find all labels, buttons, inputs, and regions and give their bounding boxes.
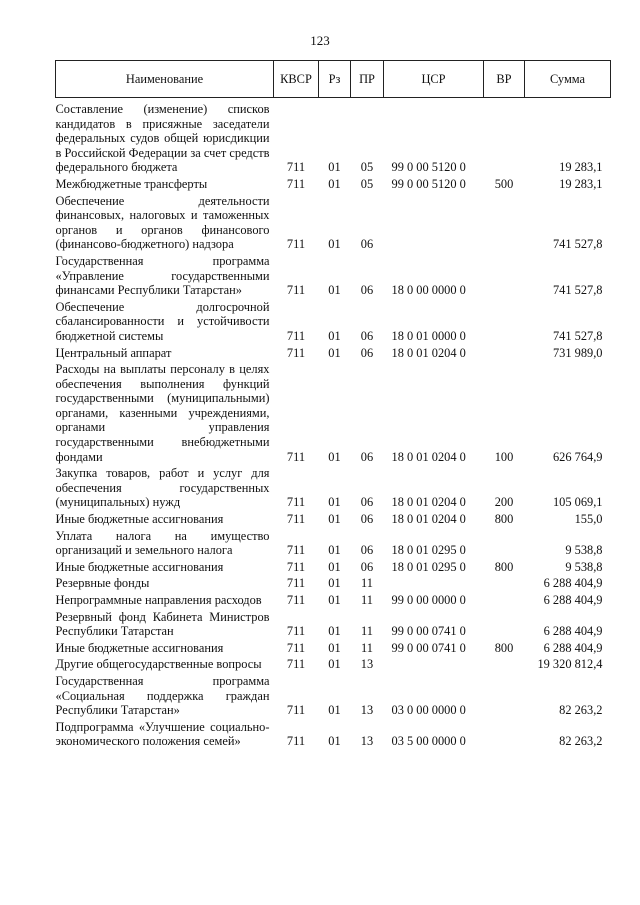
table-row [56,175,611,192]
cell-vr: 800 [494,512,514,527]
cell-pr: 11 [361,576,373,591]
cell-kvsr: 711 [286,576,306,591]
cell-name: Государственная программа «Социальная поддержка граждан Республики Татарстан» [55,673,270,718]
cell-sum: 6 288 404,9 [543,624,603,639]
cell-csr: 18 0 01 0204 0 [391,512,466,527]
cell-kvsr: 711 [286,176,306,191]
cell-sum: 6 288 404,9 [543,640,603,655]
cell-kvsr: 711 [286,512,306,527]
cell-csr: 18 0 01 0204 0 [391,345,466,360]
cell-pr: 13 [360,657,374,672]
cell-vr [484,655,525,672]
cell-vr [484,718,525,749]
cell-sum: 19 283,1 [559,160,603,175]
cell-vr [484,574,525,591]
table-row [56,192,611,252]
cell-pr: 06 [360,543,374,558]
cell-vr [484,608,525,639]
cell-kvsr: 711 [286,449,306,464]
cell-kvsr: 711 [286,543,306,558]
cell-csr [384,192,484,252]
cell-pr: 05 [360,160,374,175]
table-row [56,718,611,749]
cell-csr: 18 0 01 0204 0 [391,495,466,510]
header-rz: Рз [319,61,351,98]
cell-pr: 06 [360,559,374,574]
cell-name: Иные бюджетные ассигнования [55,640,224,655]
cell-name: Подпрограмма «Улучшение социально-экономического положения семей» [55,719,270,749]
cell-vr: 800 [494,559,514,574]
cell-vr [484,591,525,608]
cell-name: Непрограммные направления расходов [55,593,262,607]
cell-csr: 99 0 00 5120 0 [391,160,466,175]
cell-name: Закупка товаров, работ и услуг для обеспечения государственных (муниципальных) нужд [55,466,270,510]
cell-rz: 01 [328,543,341,558]
cell-rz: 01 [328,160,341,175]
cell-sum: 9 538,8 [565,559,603,574]
table-row [56,591,611,608]
cell-name: Расходы на выплаты персоналу в целях обеспечения выполнения функций государственными (муниципальными) органами, казенными учреждениями, органами управления государственными внебюджетными фондами [55,362,270,464]
cell-csr: 99 0 00 0000 0 [391,593,466,607]
header-csr: ЦСР [384,61,484,98]
cell-name: Обеспечение деятельности финансовых, налоговых и таможенных органов и органов финансового (финансово-бюджетного) надзора [55,193,270,252]
cell-csr: 99 0 00 0741 0 [391,624,466,639]
cell-kvsr: 711 [286,237,306,252]
cell-csr [384,655,484,672]
cell-pr: 06 [360,512,374,527]
cell-kvsr: 711 [286,624,306,639]
table-body [56,98,611,749]
cell-pr: 06 [360,495,374,510]
cell-name: Межбюджетные трансферты [55,176,208,191]
header-sum: Сумма [525,61,611,98]
cell-rz: 01 [328,576,341,591]
cell-name: Уплата налога на имущество организаций и земельного налога [55,528,270,558]
cell-sum: 6 288 404,9 [543,576,603,591]
header-kvsr: КВСР [274,61,319,98]
cell-csr: 03 0 00 0000 0 [391,703,466,718]
table-row [56,655,611,672]
cell-rz: 01 [328,495,341,510]
cell-rz: 01 [328,237,341,252]
cell-csr: 18 0 01 0204 0 [391,449,466,464]
cell-vr [484,344,525,361]
cell-sum: 741 527,8 [552,328,603,343]
cell-vr [484,672,525,718]
cell-name: Центральный аппарат [55,345,172,360]
cell-name: Резервный фонд Кабинета Министров Республики Татарстан [55,609,270,639]
cell-vr [484,298,525,344]
cell-csr: 18 0 01 0000 0 [391,328,466,343]
table-row [56,639,611,656]
cell-pr: 11 [361,624,373,639]
cell-csr: 03 5 00 0000 0 [391,734,466,749]
cell-sum: 19 283,1 [559,176,603,191]
cell-name: Государственная программа «Управление государственными финансами Республики Татарстан» [55,253,270,298]
cell-kvsr: 711 [286,328,306,343]
cell-pr: 06 [360,283,374,298]
cell-kvsr: 711 [286,703,306,718]
cell-rz: 01 [328,640,341,655]
table-row [56,574,611,591]
cell-rz: 01 [328,512,341,527]
cell-vr [484,527,525,558]
table-row [56,298,611,344]
cell-kvsr: 711 [286,345,306,360]
cell-pr: 13 [360,703,374,718]
cell-sum: 155,0 [574,512,603,527]
table-row [56,527,611,558]
cell-kvsr: 711 [286,734,306,749]
cell-name: Обеспечение долгосрочной сбалансированности и устойчивости бюджетной системы [55,299,270,343]
cell-name: Иные бюджетные ассигнования [55,512,224,527]
cell-vr: 200 [494,495,514,510]
cell-name: Резервные фонды [55,576,150,591]
cell-csr: 18 0 01 0295 0 [391,543,466,558]
table-row [56,464,611,510]
cell-kvsr: 711 [286,495,306,510]
cell-pr: 13 [360,734,374,749]
cell-rz: 01 [328,657,341,672]
cell-pr: 06 [360,345,374,360]
cell-vr [484,98,525,175]
cell-rz: 01 [328,703,341,718]
page-number: 123 [310,33,330,48]
table-row [56,672,611,718]
cell-csr: 18 0 00 0000 0 [391,283,466,298]
cell-rz: 01 [328,283,341,298]
cell-rz: 01 [328,593,341,607]
cell-sum: 626 764,9 [552,449,603,464]
cell-pr: 05 [360,176,374,191]
cell-rz: 01 [328,449,341,464]
cell-rz: 01 [328,624,341,639]
cell-vr: 500 [494,176,514,191]
table-row [56,344,611,361]
cell-vr: 800 [494,640,514,655]
cell-kvsr: 711 [286,640,306,655]
cell-sum: 19 320 812,4 [537,657,603,672]
table-header-row [56,61,611,98]
cell-pr: 11 [361,640,373,655]
cell-sum: 105 069,1 [552,495,603,510]
cell-pr: 06 [360,237,374,252]
cell-rz: 01 [328,328,341,343]
cell-csr: 18 0 01 0295 0 [391,559,466,574]
cell-sum: 82 263,2 [559,703,603,718]
header-pr: ПР [351,61,384,98]
cell-pr: 06 [360,449,374,464]
table-row [56,252,611,298]
cell-kvsr: 711 [286,160,306,175]
cell-pr: 11 [361,593,373,607]
cell-vr [484,252,525,298]
cell-kvsr: 711 [286,593,306,607]
header-name: Наименование [56,61,274,98]
cell-sum: 9 538,8 [565,543,603,558]
cell-sum: 731 989,0 [552,345,603,360]
cell-sum: 6 288 404,9 [543,593,603,607]
cell-sum: 82 263,2 [559,734,603,749]
cell-name: Составление (изменение) списков кандидатов в присяжные заседатели федеральных судов общей юрисдикции в Российской Федерации за счет средств федерального бюджета [55,102,270,175]
cell-csr [384,574,484,591]
cell-sum: 741 527,8 [552,237,603,252]
header-vr: ВР [484,61,525,98]
cell-rz: 01 [328,345,341,360]
cell-vr [484,192,525,252]
table-row [56,558,611,575]
table-row [56,510,611,527]
cell-kvsr: 711 [286,559,306,574]
table-row [56,360,611,464]
cell-sum: 741 527,8 [552,283,603,298]
cell-name: Иные бюджетные ассигнования [55,559,224,574]
cell-vr: 100 [494,449,514,464]
cell-rz: 01 [328,559,341,574]
cell-csr: 99 0 00 0741 0 [391,640,466,655]
budget-table [55,60,611,749]
cell-rz: 01 [328,176,341,191]
cell-pr: 06 [360,328,374,343]
cell-csr: 99 0 00 5120 0 [391,176,466,191]
table-row [56,608,611,639]
cell-name: Другие общегосударственные вопросы [55,657,262,672]
cell-kvsr: 711 [286,283,306,298]
table-row [56,98,611,175]
cell-kvsr: 711 [286,657,306,672]
cell-rz: 01 [328,734,341,749]
